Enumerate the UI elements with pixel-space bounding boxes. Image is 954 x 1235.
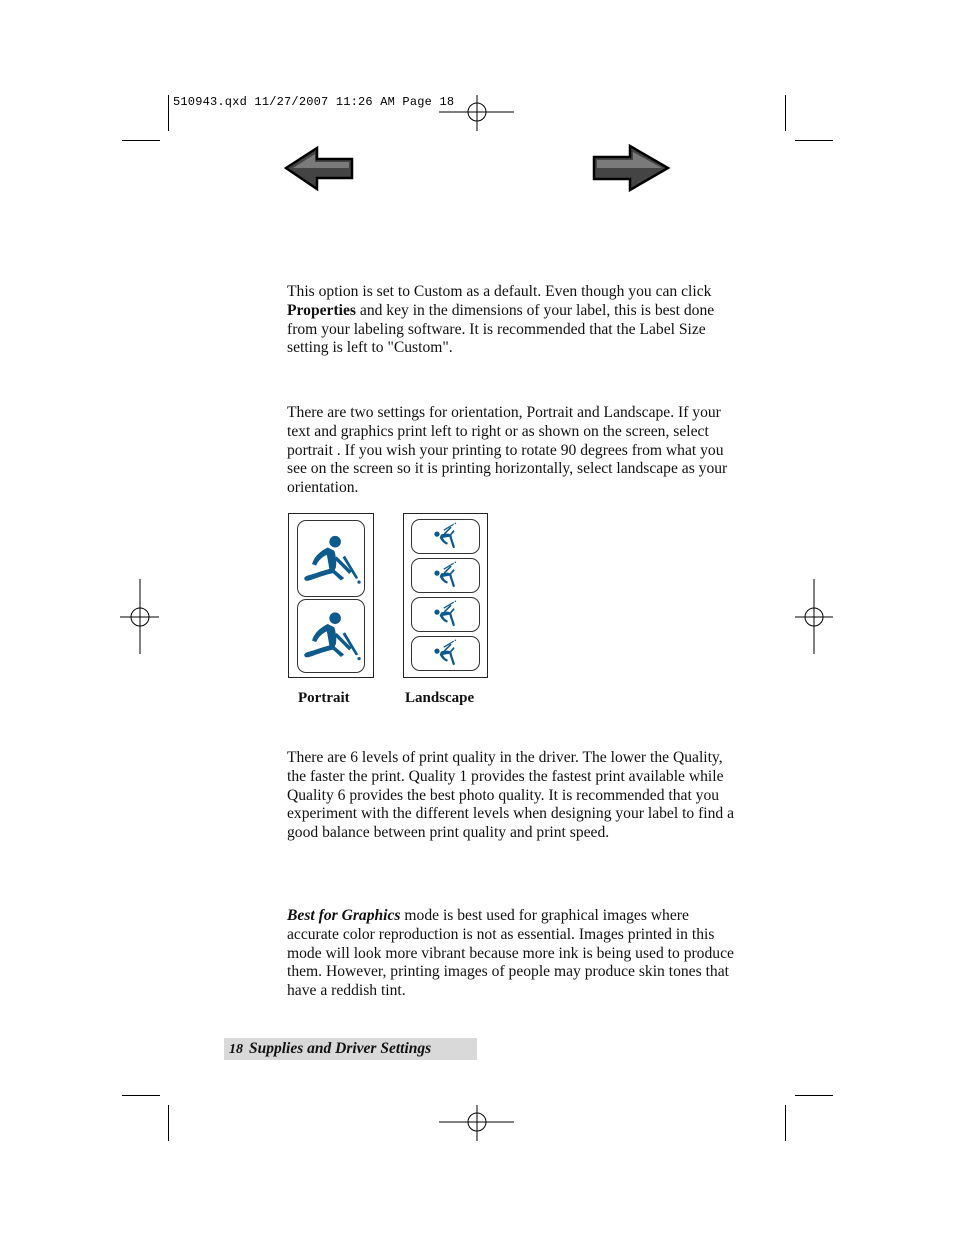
best-for-graphics-term: Best for Graphics <box>287 907 401 924</box>
registration-mark <box>120 578 160 656</box>
best-for-graphics-paragraph <box>287 907 737 1001</box>
portrait-caption: Portrait <box>298 690 350 706</box>
label-size-paragraph <box>287 283 737 358</box>
section-title: Supplies and Driver Settings <box>249 1040 432 1057</box>
hockey-player-icon <box>298 524 364 599</box>
landscape-label <box>411 519 480 554</box>
registration-mark <box>794 578 834 656</box>
landscape-label-illustration <box>403 513 488 678</box>
best-for-graphics-text: mode is best used for graphical images where accurate color reproduction is not as essential. Images printed in this mode will look more vibrant because more ink is being used to produce them. However, printing images of people may produce skin tones that have a reddish tint. <box>287 907 734 1000</box>
portrait-label <box>297 520 365 597</box>
crop-mark <box>122 140 160 141</box>
portrait-label <box>297 599 365 673</box>
landscape-label <box>411 558 480 593</box>
label-size-text: This option is set to Custom as a default. Even though you can click <box>287 283 712 300</box>
print-slug: 510943.qxd 11/27/2007 11:26 AM Page 18 <box>173 95 455 109</box>
page-footer <box>224 1038 477 1060</box>
crop-mark <box>795 1095 833 1096</box>
hockey-player-icon <box>431 560 461 590</box>
crop-mark <box>122 1095 160 1096</box>
right-arrow-icon[interactable] <box>592 144 672 194</box>
portrait-label-illustration <box>288 513 374 678</box>
left-arrow-icon[interactable] <box>283 145 355 193</box>
orientation-paragraph: There are two settings for orientation, Portrait and Landscape. If your text and graphics print left to right or as shown on the screen, select portrait . If you wish your printing to rotate 90 degrees from what you see on the screen so it is printing horizontally, select landscape as your orientation. <box>287 404 728 497</box>
crop-mark <box>785 95 786 131</box>
label-size-text-rest: and key in the dimensions of your label, this is best done from your labeling software. It is recommended that the Label Size setting is left to "Custom". <box>287 301 715 357</box>
crop-mark <box>168 1105 169 1141</box>
landscape-caption: Landscape <box>405 690 475 706</box>
page-number: 18 <box>229 1042 243 1057</box>
registration-mark <box>438 1105 518 1145</box>
hockey-player-icon <box>431 521 461 551</box>
crop-mark <box>795 140 833 141</box>
print-quality-paragraph: There are 6 levels of print quality in the driver. The lower the Quality, the faster the print. Quality 1 provides the fastest print available while Quality 6 provides the best photo quality. It is recommended that you experiment with the different levels when designing your label to find a good balance between print quality and print speed. <box>287 749 735 842</box>
landscape-label <box>411 636 480 671</box>
hockey-player-icon <box>298 602 364 674</box>
landscape-label <box>411 597 480 632</box>
hockey-player-icon <box>431 599 461 629</box>
crop-mark <box>168 95 169 131</box>
crop-mark <box>785 1105 786 1141</box>
hockey-player-icon <box>431 638 461 668</box>
properties-term: Properties <box>287 301 356 319</box>
